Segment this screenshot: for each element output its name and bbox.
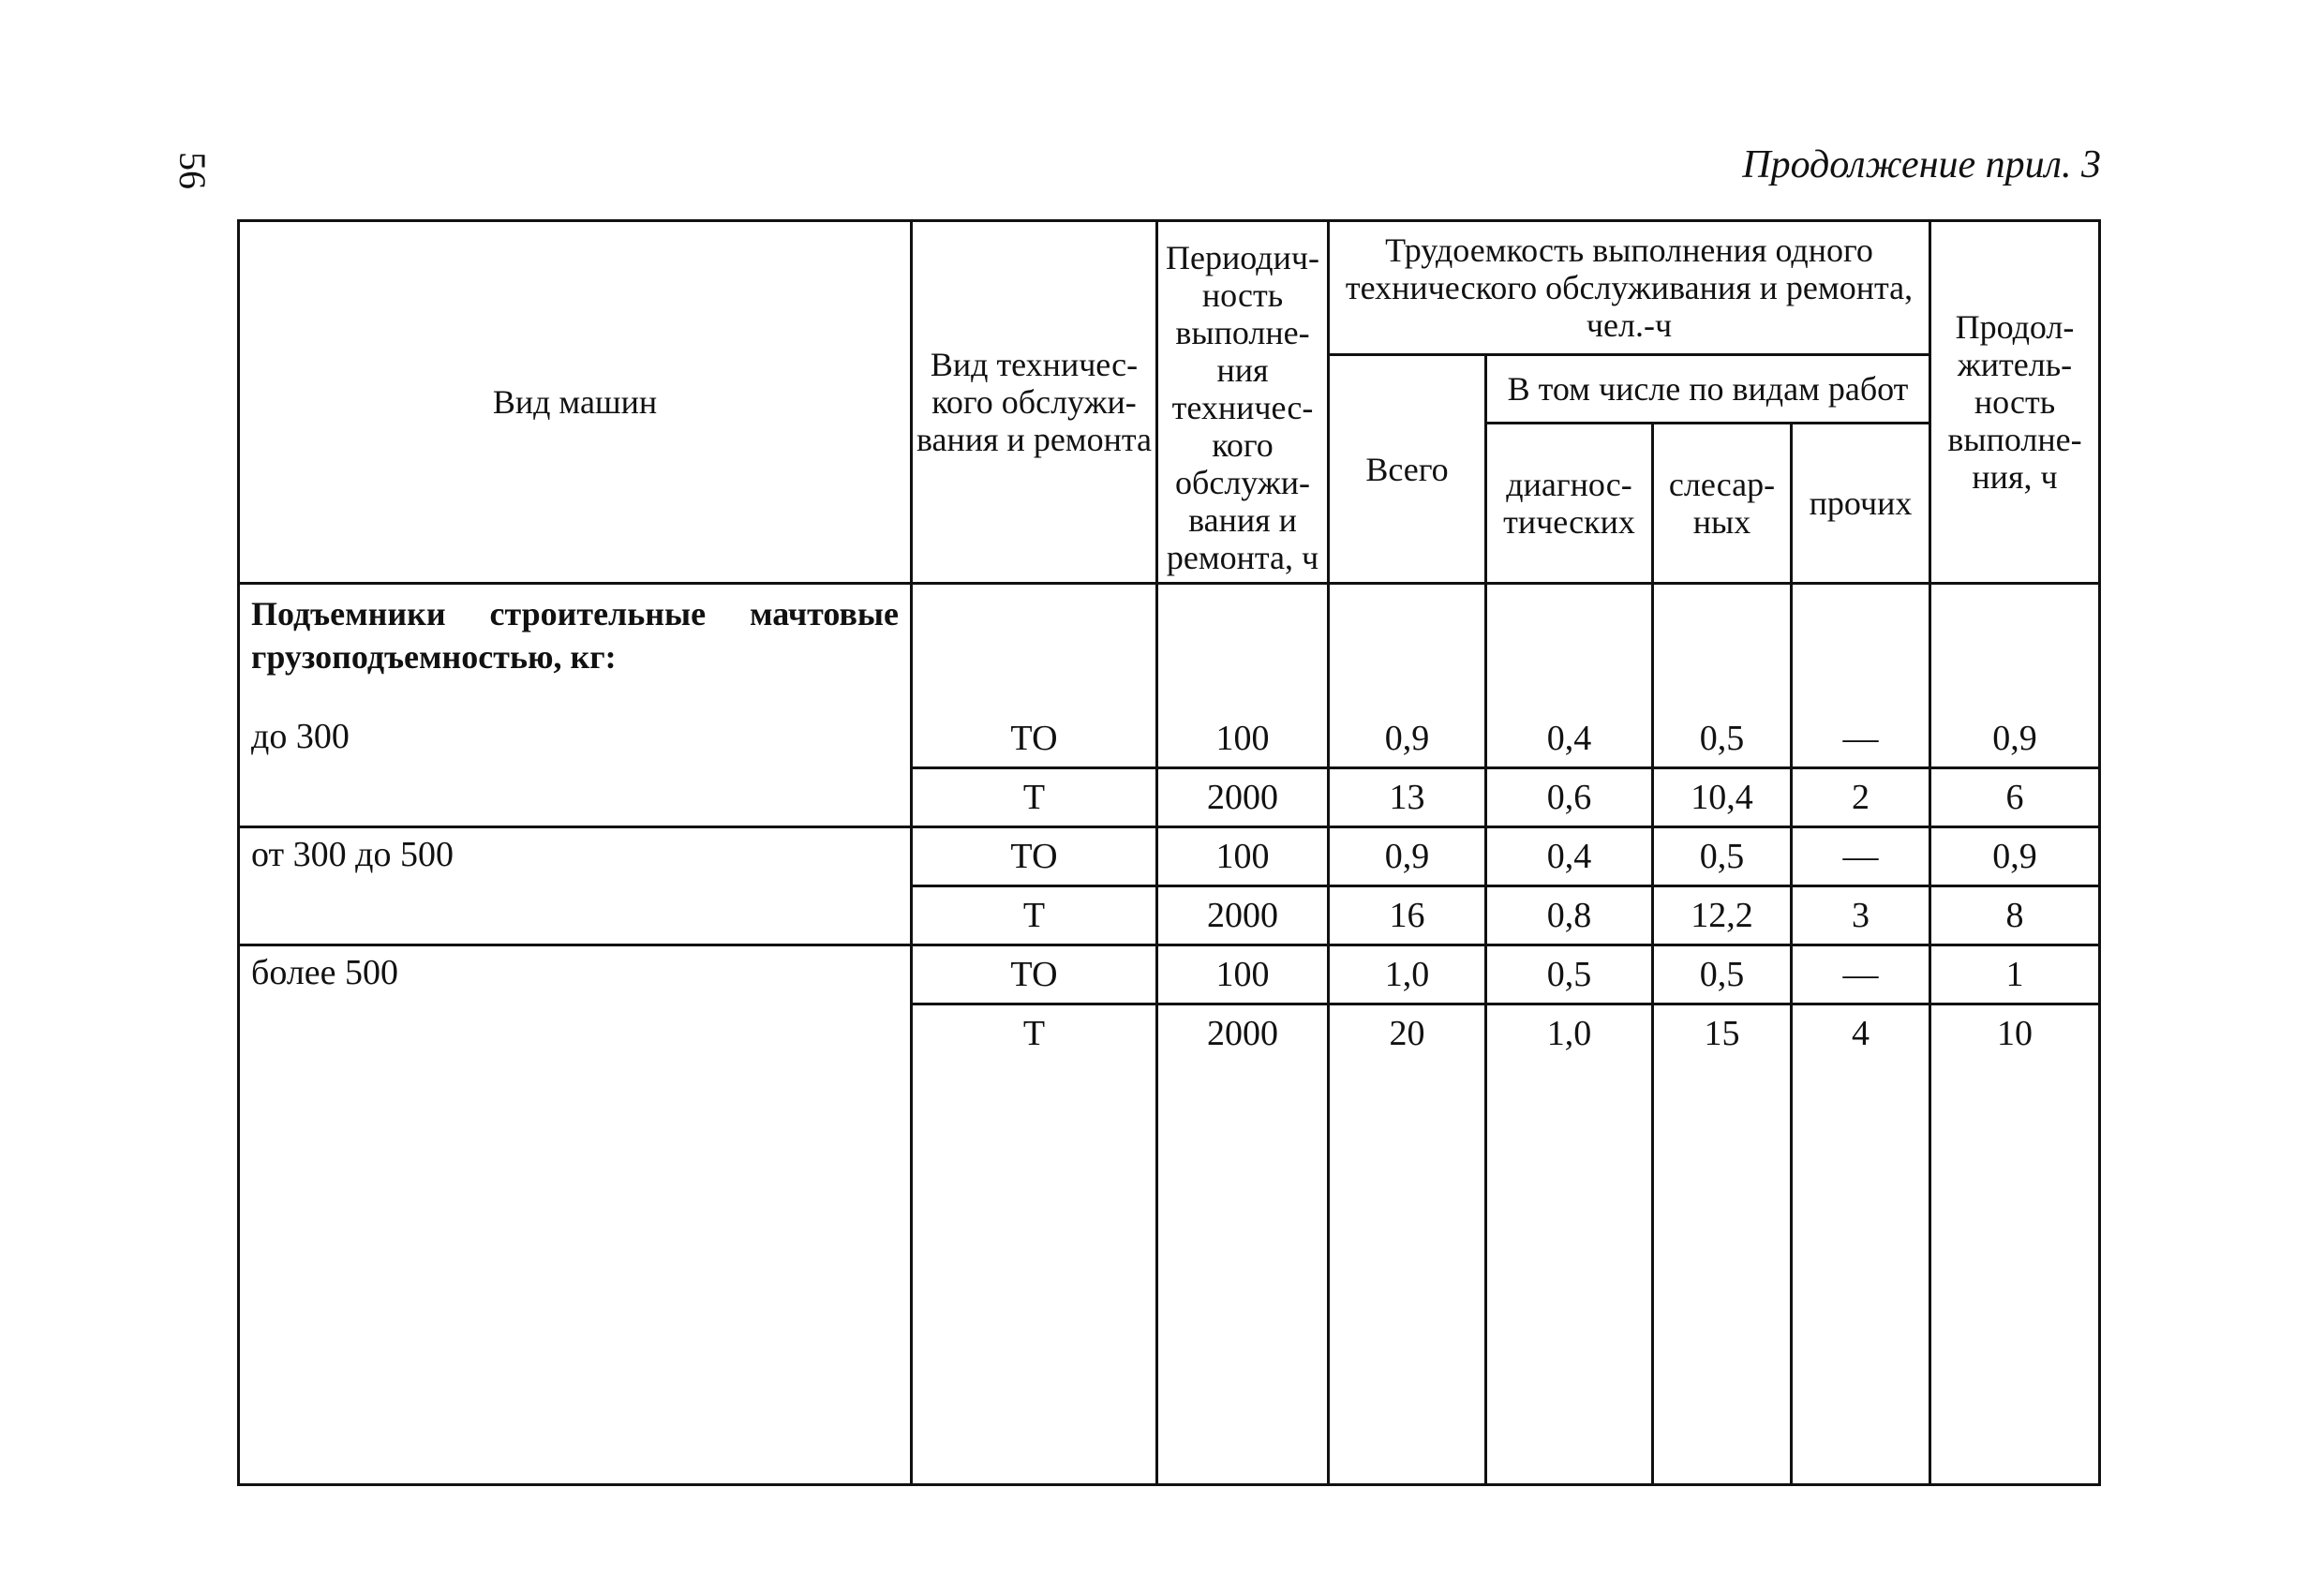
section-title: Подъемники строительные мачтовые грузоподъемностью, кг: <box>239 584 912 711</box>
page-number: 56 <box>171 152 214 189</box>
service-type-cell: Т <box>912 886 1157 945</box>
machine-label: более 500 <box>239 945 912 1485</box>
duration-cell: 0,9 <box>1930 710 2100 768</box>
locksmith-cell: 15 <box>1653 1004 1792 1063</box>
diagnostic-cell: 0,5 <box>1486 945 1653 1004</box>
continuation-label: Продолжение прил. 3 <box>1742 143 2101 186</box>
header-total: Всего <box>1329 355 1486 584</box>
diagnostic-cell: 0,6 <box>1486 768 1653 827</box>
total-cell: 20 <box>1329 1004 1486 1063</box>
total-cell: 0,9 <box>1329 827 1486 886</box>
service-type-cell: Т <box>912 1004 1157 1063</box>
diagnostic-cell: 0,4 <box>1486 710 1653 768</box>
other-cell: 3 <box>1792 886 1930 945</box>
header-periodicity: Периодич-ность выполне-ния техничес-кого обслужи-вания и ремонта, ч <box>1157 221 1329 584</box>
locksmith-cell: 0,5 <box>1653 827 1792 886</box>
machine-label: до 300 <box>239 710 912 827</box>
machine-label: от 300 до 500 <box>239 827 912 945</box>
duration-cell: 0,9 <box>1930 827 2100 886</box>
period-cell: 100 <box>1157 827 1329 886</box>
total-cell: 1,0 <box>1329 945 1486 1004</box>
total-cell: 0,9 <box>1329 710 1486 768</box>
other-cell: 4 <box>1792 1004 1930 1063</box>
locksmith-cell: 12,2 <box>1653 886 1792 945</box>
period-cell: 2000 <box>1157 886 1329 945</box>
header-by-work-type: В том числе по видам работ <box>1486 355 1930 424</box>
service-type-cell: ТО <box>912 945 1157 1004</box>
period-cell: 2000 <box>1157 768 1329 827</box>
service-type-cell: Т <box>912 768 1157 827</box>
duration-cell: 8 <box>1930 886 2100 945</box>
service-type-cell: ТО <box>912 710 1157 768</box>
period-cell: 100 <box>1157 945 1329 1004</box>
duration-cell: 10 <box>1930 1004 2100 1063</box>
header-duration: Продол-житель-ность выполне-ния, ч <box>1930 221 2100 584</box>
period-cell: 100 <box>1157 710 1329 768</box>
diagnostic-cell: 0,4 <box>1486 827 1653 886</box>
header-locksmith: слесар-ных <box>1653 424 1792 584</box>
locksmith-cell: 10,4 <box>1653 768 1792 827</box>
service-type-cell: ТО <box>912 827 1157 886</box>
header-service-type: Вид техничес-кого обслужи-вания и ремонта <box>912 221 1157 584</box>
total-cell: 16 <box>1329 886 1486 945</box>
duration-cell: 1 <box>1930 945 2100 1004</box>
header-diagnostic: диагнос-тических <box>1486 424 1653 584</box>
locksmith-cell: 0,5 <box>1653 945 1792 1004</box>
other-cell: — <box>1792 945 1930 1004</box>
other-cell: 2 <box>1792 768 1930 827</box>
header-other: прочих <box>1792 424 1930 584</box>
diagnostic-cell: 0,8 <box>1486 886 1653 945</box>
other-cell: — <box>1792 827 1930 886</box>
locksmith-cell: 0,5 <box>1653 710 1792 768</box>
duration-cell: 6 <box>1930 768 2100 827</box>
total-cell: 13 <box>1329 768 1486 827</box>
maintenance-table <box>237 219 2101 1486</box>
period-cell: 2000 <box>1157 1004 1329 1063</box>
diagnostic-cell: 1,0 <box>1486 1004 1653 1063</box>
header-machine-type: Вид машин <box>239 221 912 584</box>
other-cell: — <box>1792 710 1930 768</box>
header-labor-intensity: Трудоемкость выполнения одного технического обслуживания и ремонта, чел.-ч <box>1329 221 1930 355</box>
